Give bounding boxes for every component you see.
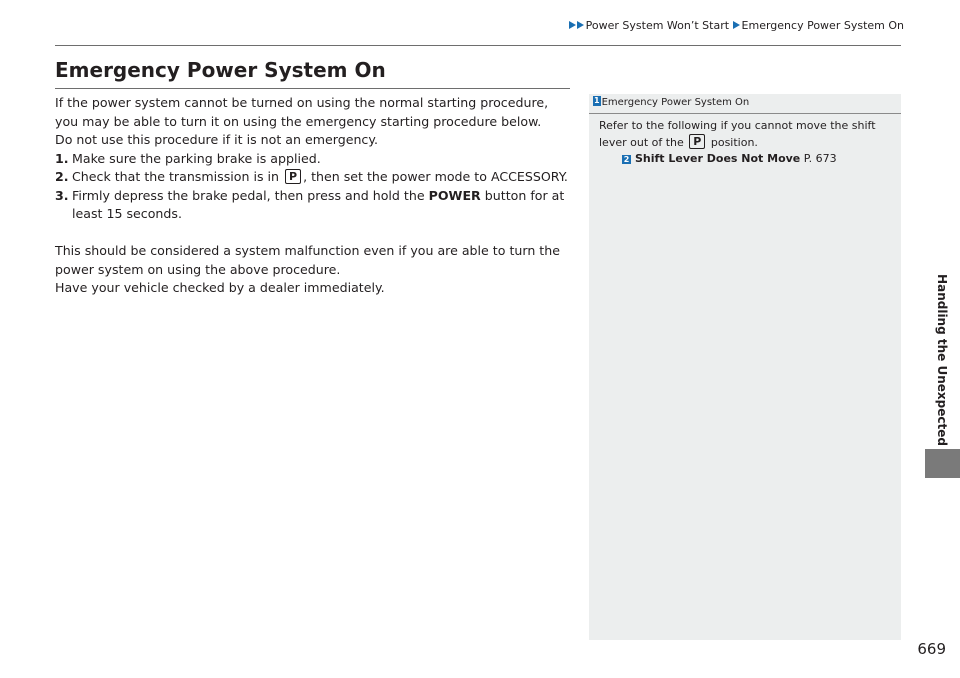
page-number: 669 [917, 640, 946, 658]
sidebar-note-panel [589, 94, 901, 640]
section-tab-marker [925, 449, 960, 478]
step-number: 2. [55, 169, 69, 184]
breadcrumb [0, 19, 904, 32]
step-number: 3. [55, 187, 69, 203]
step-text: Make sure the parking brake is applied. [72, 150, 321, 166]
sidebar-text: Refer to the following if you cannot move the shift lever out of the P position. [599, 119, 876, 149]
sidebar-title: Emergency Power System On [601, 97, 750, 108]
intro-paragraph: If the power system cannot be turned on using the normal starting procedure, you may be able to turn it on using the emergency starting procedure below. [55, 95, 549, 129]
malfunction-note: This should be considered a system malfunction even if you are able to turn the power system on using the above procedure. [55, 243, 560, 277]
sidebar-body [589, 114, 901, 167]
power-button-label: POWER [428, 187, 481, 203]
section-side-tab [924, 260, 960, 460]
park-gear-indicator: P [689, 134, 705, 149]
main-content [55, 94, 575, 298]
breadcrumb-arrow-icon [733, 21, 740, 29]
reference-title: Shift Lever Does Not Move [635, 152, 801, 165]
breadcrumb-item-power-system[interactable]: Power System Won’t Start [585, 19, 730, 32]
sidebar-header [589, 94, 901, 114]
step-item [55, 168, 575, 187]
warning-paragraph: Do not use this procedure if it is not an emergency. [55, 132, 379, 147]
breadcrumb-arrow-icon [569, 21, 576, 29]
reference-page: P. 673 [803, 152, 837, 165]
park-gear-indicator: P [285, 169, 301, 184]
header-divider [55, 45, 901, 46]
page-title: Emergency Power System On [55, 58, 386, 82]
step-item [55, 187, 575, 224]
cross-reference-link[interactable] [599, 151, 891, 167]
step-text: Firmly depress the brake pedal, then press and hold the POWER button for at least 15 seconds. [72, 187, 565, 221]
breadcrumb-arrow-icon [577, 21, 584, 29]
dealer-note: Have your vehicle checked by a dealer immediately. [55, 280, 385, 295]
step-text: Check that the transmission is in P , then set the power mode to ACCESSORY. [72, 169, 568, 184]
section-tab-label: Handling the Unexpected [935, 274, 950, 446]
note-number-badge: 1 [594, 96, 600, 105]
title-divider [55, 88, 570, 89]
reference-arrow-icon: 2 [623, 155, 630, 164]
step-number: 1. [55, 150, 69, 166]
breadcrumb-item-emergency[interactable]: Emergency Power System On [741, 19, 904, 32]
step-item [55, 150, 575, 169]
